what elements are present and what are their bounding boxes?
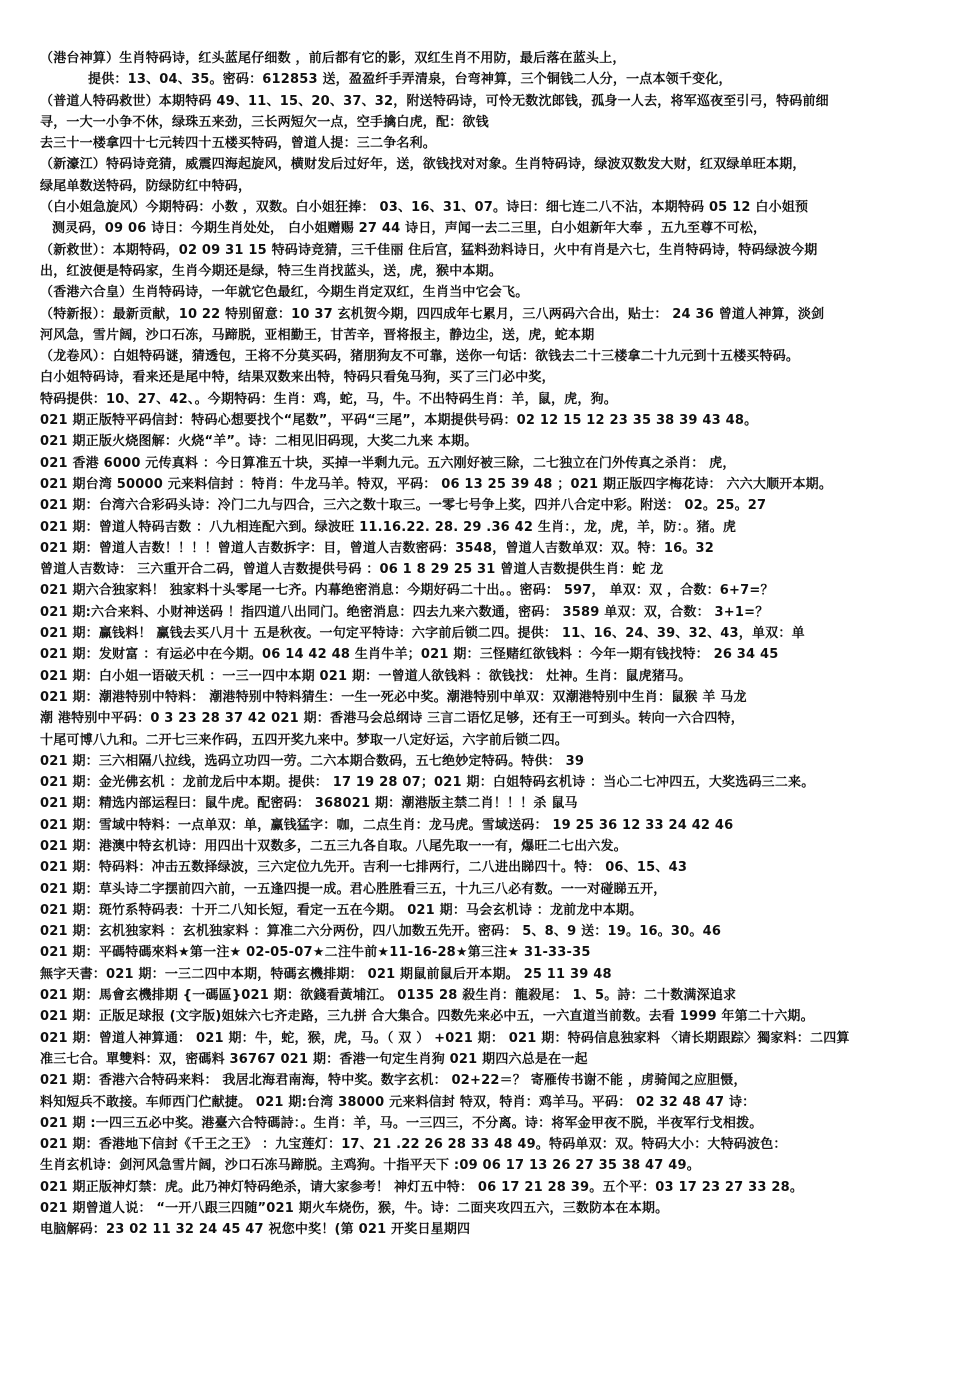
text-line: 021 期：馬會玄機排期 {一碼區}021 期：欲錢看黃埔江。 0135 28 殺生肖：龍殺尾： 1、5。詩：二十数满深追求 <box>40 988 737 1004</box>
text-line: 白小姐特码诗，看来还是尾中特，结果双数来出特，特码只看兔马狗，买了三门必中奖， <box>40 370 555 386</box>
text-line: 021 香港 6000 元传真料 ：今日算准五十块，买掉一半剩九元。五六刚好被三除，二七独立在门外传真之杀肖： 虎， <box>40 455 736 471</box>
text-line: 021 期正版神灯禁：虎。此乃神灯特码绝杀，请大家参考！ 神灯五中特： 06 17 21 28 39。五个平：03 17 23 27 33 28。 <box>40 1179 804 1195</box>
text-line: 021 期：三六相隔八拉线，选码立功四一劳。二六本期合数码，五七绝妙定特码。特供： 39 <box>40 753 585 769</box>
text-line: 测灵码，09 06 诗日：今期生肖处处， 白小姐赠赐 27 44 诗日，声闻一去二三里，白小姐新年大奉 ，五九至尊不可松， <box>52 221 767 237</box>
text-line: （特新报）：最新贡献，10 22 特别留意：10 37 玄机贺今期，四四成年七累月，三八两码六合出，贴士： 24 36 曾道人神算，淡剑 <box>40 306 825 322</box>
text-line: 021 期：曾道人吉数！！！！曾道人吉数拆字：目，曾道人吉数密码：3548，曾道人吉数单双：双。特：16。32 <box>40 540 715 556</box>
text-line: 021 期 :一四三五必中奖。港臺六合特碼詩：。生肖：羊，马。一三四三，不分离。诗：将军金甲夜不脱，半夜军行戈相拨。 <box>40 1115 763 1131</box>
text-line: 021 期：赢钱料！ 赢钱去买八月十 五是秋夜。一句定平特诗：六字前后锁二四。提供： 11、16、24、39、32、43，单双：单 <box>40 626 805 642</box>
text-line: 料知短兵不敢接。车师西门伫献捷。 021 期:台湾 38000 元来料信封 特双，特肖：鸡羊马。平码： 02 32 48 47 诗： <box>40 1094 756 1110</box>
text-line: 十尾可博八九和。二开七三来作码，五四开奖九来中。梦取一八定好运，六字前后锁二四。 <box>40 732 569 748</box>
text-line: （白小姐急旋风）今期特码：小数 ，双数。白小姐狂捧： 03、16、31、07。诗曰：细七连二八不沾，本期特码 05 12 白小姐预 <box>40 200 809 216</box>
text-line: 021 期六合独家料！ 独家料十头零尾一七齐。内幕绝密消息：今期好码二十出。。密码： 597， 单双：双 ，合数：6+7=？ <box>40 583 774 599</box>
text-line: （港台神算）生肖特码诗，红头蓝尾仔细数 ，前后都有它的影，双红生肖不用防，最后落在蓝头上， <box>40 51 626 66</box>
text-line: 提供：13、04、35。密码：612853 送，盈盈纤手弄清泉，台弯神算，三个铜钱二人分，一点本领千变化， <box>88 72 732 88</box>
text-line: （香港六合皇）生肖特码诗，一年就它色最红，今期生肖定双红，生肖当中它会飞。 <box>40 285 529 301</box>
text-line: 021 期：平碼特碼來料★第一注★ 02-05-07★二注牛前★11-16-28★第三注★ 31-33-35 <box>40 945 591 961</box>
text-line: 021 期：玄机独家料 ：玄机独家料 ：算准二六分两份，四八加数五先开。密码： 5、8、9 送：19。16。30。46 <box>40 924 722 940</box>
text-line: 021 期：精选内部运程曰：鼠牛虎。配密码： 368021 期：潮港版主禁二肖！！！杀 鼠马 <box>40 796 578 812</box>
text-line: 河风急，雪片阔，沙口石冻，马蹄脱，亚相勤王，甘苦辛，晋将报主，静边尘，送，虎，蛇本期 <box>40 327 595 343</box>
text-line: 無字天書：021 期：一三二四中本期，特碼玄機排期： 021 期鼠前鼠后开本期。 25 11 39 48 <box>40 966 612 982</box>
text-line: 021 期：正版足球报 (文字版)姐妹六七齐走路，三九拼 合大集合。四数先来必中五，一六直道当前数。去看 1999 年第二十六期。 <box>40 1009 814 1025</box>
text-line: 021 期：斑竹系特码表：十开二八知长短，看定一五在今期。 021 期：马会玄机诗 ：龙前龙中本期。 <box>40 902 643 918</box>
text-line: 021 期：香港地下信封《千王之王》 ：九宝莲灯：17、21 .22 26 28 33 48 49。特码单双：双。特码大小：大特码波色： <box>40 1137 787 1153</box>
text-line: 021 期：曾道人神算通： 021 期：牛，蛇，猴，虎，马。（ 双 ） +021 期： 021 期：特码信息独家料 〈请长期跟踪〉獨家料：二四算 <box>40 1030 850 1046</box>
text-line: 021 期:六合来料、小财神送码 ！指四道八出同门。绝密消息：四去九来六数通，密码： 3589 单双：双，合数： 3+1=？ <box>40 604 769 620</box>
text-line: （新救世）：本期特码，02 09 31 15 特码诗竞猜，三千佳丽 住后宫，猛料劲料诗日，火中有肖是六七，生肖特码诗，特码绿波今期 <box>40 242 818 258</box>
text-line: 021 期正版特平码信封：特码心想要找个“尾数”，平码“三尾”，本期提供号码：02 12 15 12 23 35 38 39 43 48。 <box>40 413 758 429</box>
text-line: 出，红波便是特码家，生肖今期还是绿，特三生肖找蓝头，送，虎，猴中本期。 <box>40 263 503 279</box>
text-line: 021 期：香港六合特码来料： 我居北海君南海，特中奖。数字玄机： 02+22＝？ 寄雁传书谢不能 ，虏骑闻之应胆慑， <box>40 1073 747 1089</box>
text-line: 021 期台湾 50000 元来料信封 ：特肖：牛龙马羊。特双，平码： 06 13 25 39 48 ；021 期正版四字梅花诗： 六六大顺开本期。 <box>40 476 833 492</box>
text-line: 021 期：草头诗二字摆前四六前，一五逢四提一成。君心胜胜看三五，十九三八必有数。一一对碰睇五开， <box>40 881 667 897</box>
text-line: 021 期：曾道人特码吉数 ：八九相连配六到。绿波旺 11.16.22. 28. 29 .36 42 生肖：，龙，虎，羊，防：。猪。虎 <box>40 519 737 535</box>
text-line: （龙卷风）：白姐特码谜，猜透包，王将不分莫买码，猪朋狗友不可靠，送你一句话：欲钱去二十三楼拿二十九元到十五楼买特码。 <box>40 349 800 365</box>
text-line: 准三七合。單雙料：双，密碼料 36767 021 期：香港一句定生肖狗 021 期四六总是在一起 <box>40 1051 588 1067</box>
text-line: 特码提供：10、27、42、。今期特码：生肖：鸡，蛇，马，牛。不出特码生肖：羊，鼠，虎，狗。 <box>40 391 617 407</box>
text-line: （新濠江）特码诗竞猜，威震四海起旋风，横财发后过好年，送，欲钱找对对象。生肖特码诗，绿波双数发大财，红双绿单旺本期， <box>40 157 806 173</box>
text-line: 021 期：发财富 ：有运必中在今期。06 14 42 48 生肖牛羊；021 期：三怪赌红欲钱料 ：今年一期有钱找特： 26 34 45 <box>40 647 779 663</box>
text-line: 生肖玄机诗：剑河风急雪片阔，沙口石冻马蹄脱。主鸡狗。十指平天下 :09 06 17 13 26 27 35 38 47 49。 <box>40 1158 700 1174</box>
text-line: 021 期：港澳中特玄机诗：用四出十双数多，二五三九各自取。八尾先取一一有，爆旺二七出六发。 <box>40 838 627 854</box>
text-line: 寻，一大一小争不休，绿珠五来劲，三长两短欠一点，空手擒白虎，配：欲钱 <box>40 114 489 130</box>
text-line: 021 期：台湾六合彩码头诗：冷门二九与四合，三六之数十取三。一零七号争上奖，四并八合定中彩。附送： 02。25。27 <box>40 498 767 514</box>
text-line: 曾道人吉数诗： 三六重开合二码，曾道人吉数提供号码 ：06 1 8 29 25 31 曾道人吉数提供生肖：蛇 龙 <box>40 562 664 578</box>
text-line: 021 期正版火烧图解：火烧“羊”。诗：二相见旧码现，大奖二九来 本期。 <box>40 434 478 450</box>
text-line <box>40 1283 932 1304</box>
text-line <box>40 1262 932 1283</box>
text-line: （普道人特码救世）本期特码 49、11、15、20、37、32，附送特码诗，可怜无数沈郎钱，孤身一人去，将军巡夜至引弓，特码前细 <box>40 93 829 109</box>
text-line: 021 期：白小姐一语破天机 ：一三一四中本期 021 期：一曾道人欲钱料 ：欲钱找： 灶神。生肖：鼠虎猪马。 <box>40 668 692 684</box>
text-line: 021 期曾道人说： “一开八跟三四随”021 期火车烧伤，猴，牛。诗：二面夹攻四五六，三数防本在本期。 <box>40 1201 669 1217</box>
text-line <box>40 1305 932 1326</box>
text-line: 021 期：雪域中特料：一点单双：单，赢钱猛字：咖，二点生肖：龙马虎。雪域送码： 19 25 36 12 33 24 42 46 <box>40 817 734 833</box>
text-line <box>40 1241 932 1262</box>
text-line: 021 期：潮港特别中特料： 潮港特别中特料猜生：一生一死必中奖。潮港特别中单双：双潮港特别中生肖：鼠猴 羊 马龙 <box>40 689 747 705</box>
text-line: 021 期：金光佛玄机 ：龙前龙后中本期。提供： 17 19 28 07；021 期：白姐特码玄机诗 ：当心二七冲四五，大奖选码三二来。 <box>40 775 815 791</box>
text-line: 021 期：特码料：冲击五数择绿波，三六定位九先开。吉利一七排两行，二八进出睇四十。特： 06、15、43 <box>40 860 688 876</box>
text-line: 绿尾单数送特码，防绿防红中特码， <box>40 178 252 194</box>
text-line: 潮 港特别中平码：0 3 23 28 37 42 021 期：香港马会总纲诗 三言二语忆足够，还有王一可到头。转向一六合四特， <box>40 711 744 727</box>
text-line: 电脑解码：23 02 11 32 24 45 47 祝您中奖！(第 021 开奖日星期四 <box>40 1222 471 1238</box>
text-line: 去三十一楼拿四十七元转四十五楼买特码，曾道人提：三二争名利。 <box>40 136 437 152</box>
